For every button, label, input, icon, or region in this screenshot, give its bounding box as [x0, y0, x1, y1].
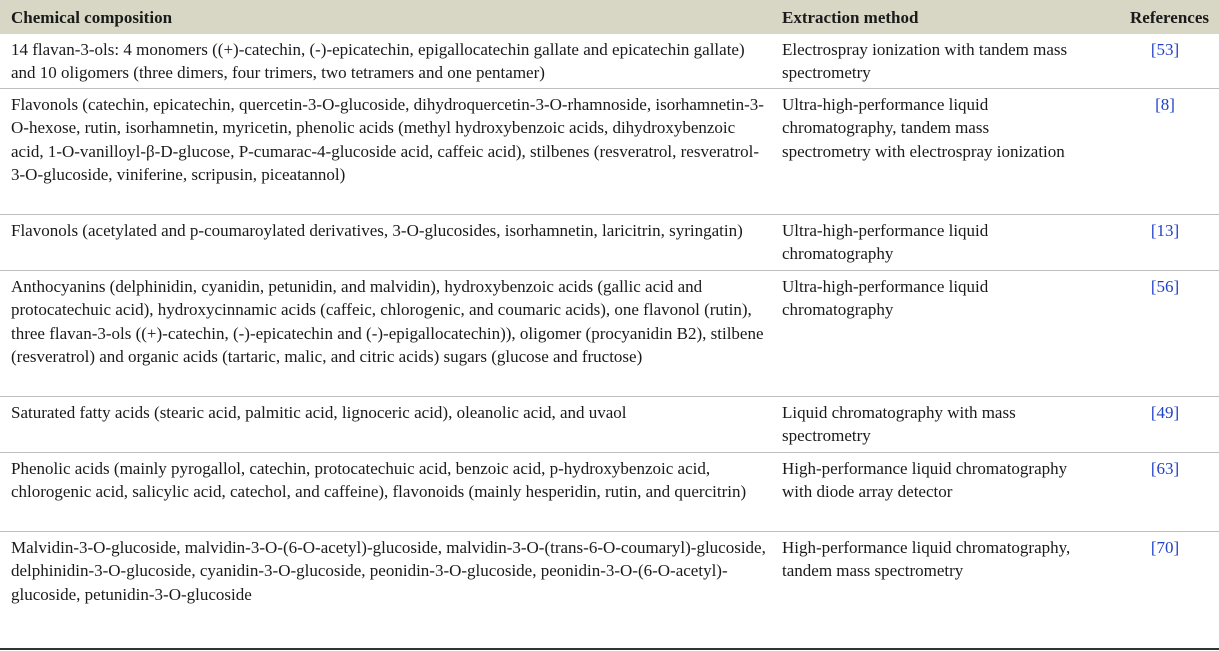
reference-cell: [1130, 219, 1200, 242]
table-row: [0, 271, 1219, 397]
table-row: [0, 34, 1219, 89]
method-cell: High-performance liquid chromatography with diode array detector: [782, 459, 1068, 502]
table-bottom-rule: [0, 648, 1219, 650]
reference-cell: [1130, 401, 1200, 424]
reference-link[interactable]: [56]: [1150, 277, 1180, 296]
reference-link[interactable]: [13]: [1150, 221, 1180, 240]
method-cell: Liquid chromatography with mass spectrometry: [782, 403, 1016, 446]
header-extraction-method: Extraction method: [782, 8, 919, 27]
reference-cell: [1130, 38, 1200, 61]
composition-cell: Flavonols (acetylated and p-coumaroylated derivatives, 3-O-glucosides, isorhamnetin, laricitrin, syringatin): [11, 221, 743, 240]
composition-cell: Anthocyanins (delphinidin, cyanidin, petunidin, and malvidin), hydroxybenzoic acids (gallic acid and protocatechuic acid), hydroxycinnamic acids (caffeic, chlorogenic, and coumaric acids), one flavonol (rutin), three flavan-3-ols ((+)-catechin, (-)-epicatechin and (-)-epigallocatechin)), oligomer (procyanidin B2), stilbene (resveratrol) and organic acids (tartaric, malic, and citric acids) sugars (glucose and fructose): [11, 277, 764, 367]
composition-cell: 14 flavan-3-ols: 4 monomers ((+)-catechin, (-)-epicatechin, epigallocatechin gallate and epicatechin gallate) and 10 oligomers (three dimers, four trimers, two tetramers and one pentamer): [11, 40, 745, 83]
table-row: [0, 215, 1219, 271]
method-cell: Ultra-high-performance liquid chromatography: [782, 221, 989, 264]
reference-link[interactable]: [49]: [1150, 403, 1180, 422]
method-cell: Ultra-high-performance liquid chromatography, tandem mass spectrometry with electrospray ionization: [782, 95, 1065, 161]
reference-link[interactable]: [53]: [1150, 40, 1180, 59]
reference-link[interactable]: [8]: [1155, 95, 1175, 114]
reference-link[interactable]: [70]: [1150, 538, 1180, 557]
reference-cell: [1130, 536, 1200, 559]
reference-cell: [1130, 457, 1200, 480]
composition-cell: Saturated fatty acids (stearic acid, palmitic acid, lignoceric acid), oleanolic acid, and uvaol: [11, 403, 627, 422]
composition-cell: Malvidin-3-O-glucoside, malvidin-3-O-(6-O-acetyl)-glucoside, malvidin-3-O-(trans-6-O-coumaryl)-glucoside, delphinidin-3-O-glucoside, cyanidin-3-O-glucoside, peonidin-3-O-glucoside, peonidin-3-O-(6-O-acetyl)-glucoside, petunidin-3-O-glucoside: [11, 538, 766, 604]
header-chemical-composition: Chemical composition: [11, 8, 173, 27]
method-cell: High-performance liquid chromatography, tandem mass spectrometry: [782, 538, 1071, 581]
reference-link[interactable]: [63]: [1150, 459, 1180, 478]
reference-cell: [1130, 93, 1200, 116]
table-row: [0, 89, 1219, 215]
composition-cell: Phenolic acids (mainly pyrogallol, catechin, protocatechuic acid, benzoic acid, p-hydroxybenzoic acid, chlorogenic acid, salicylic acid, catechol, and caffeine), flavonoids (mainly hesperidin, rutin, and quercitrin): [11, 459, 747, 502]
table-row: [0, 453, 1219, 532]
reference-cell: [1130, 275, 1200, 298]
method-cell: Ultra-high-performance liquid chromatography: [782, 277, 989, 320]
table-header: [0, 0, 1219, 34]
table-row: [0, 532, 1219, 632]
header-references: References: [1130, 8, 1209, 27]
table-row: [0, 397, 1219, 453]
method-cell: Electrospray ionization with tandem mass spectrometry: [782, 40, 1068, 83]
composition-cell: Flavonols (catechin, epicatechin, quercetin-3-O-glucoside, dihydroquercetin-3-O-rhamnoside, isorhamnetin-3-O-hexose, rutin, isorhamnetin, myricetin, phenolic acids (methyl hydroxybenzoic acids, dihydroxybenzoic acid, 1-O-vanilloyl-β-D-glucose, P-cumarac-4-glucoside acid, caffeic acid), stilbenes (resveratrol, resveratrol-3-O-glucoside, viniferine, scripusin, piceatannol): [11, 95, 764, 185]
